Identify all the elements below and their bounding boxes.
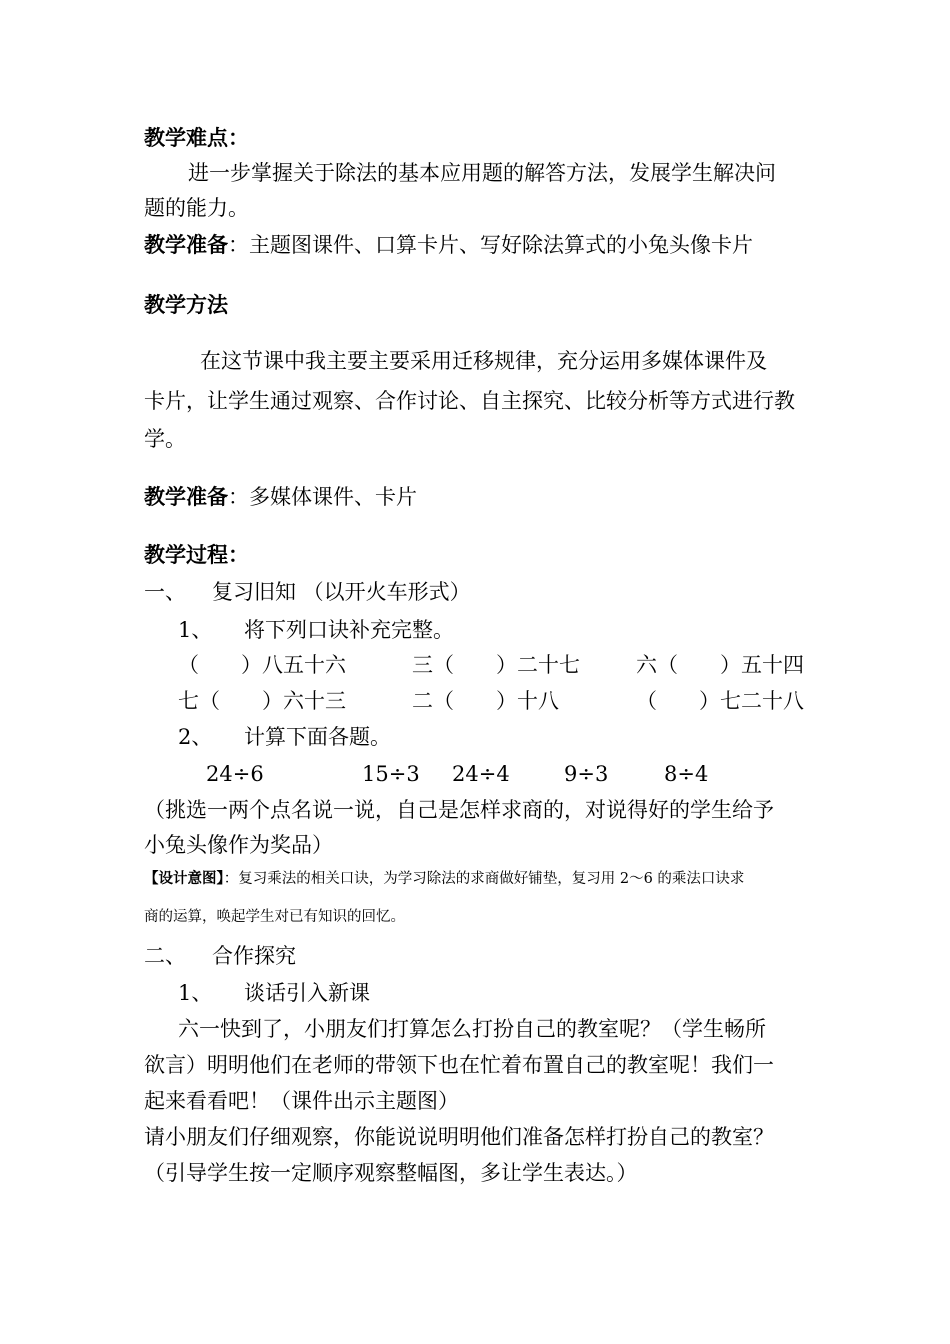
design-intent-text: ：复习乘法的相关口诀，为学习除法的求商做好铺垫，复习用 2～6 的乘法口诀求 [223, 871, 745, 887]
section-2-title: 合作探究 [212, 944, 296, 968]
section-2-item-1-number: 1、 [178, 981, 213, 1005]
section-1-item-1-number: 1、 [178, 618, 213, 642]
prep-2-text: 多媒体课件、卡片 [249, 485, 417, 509]
prep-1-label: 教学准备 [144, 233, 228, 257]
formula-2-1: 七（ ）六十三 [178, 689, 346, 713]
design-intent-line-1 [144, 868, 744, 890]
design-intent-label: 【设计意图】 [144, 871, 224, 887]
difficulty-text-line-1: 进一步掌握关于除法的基本应用题的解答方法，发展学生解决问 [188, 161, 776, 185]
prep-2-colon: ： [228, 485, 249, 509]
formula-1-2: 三（ ）二十七 [412, 653, 580, 677]
section-2-para-line-1: 六一快到了，小朋友们打算怎么打扮自己的教室呢？（学生畅所 [178, 1017, 766, 1041]
prep-1-colon: ： [228, 233, 249, 257]
section-2-para-line-4: 请小朋友们仔细观察，你能说说明明他们准备怎样打扮自己的教室？ [144, 1125, 774, 1149]
section-1-item-1-text: 将下列口诀补充完整。 [244, 618, 454, 642]
section-2-para-line-3: 起来看看吧！（课件出示主题图） [144, 1089, 459, 1113]
method-text-line-1: 在这节课中我主要主要采用迁移规律，充分运用多媒体课件及 [200, 349, 767, 373]
section-1-note-line-1: （挑选一两个点名说一说，自己是怎样求商的，对说得好的学生给予 [144, 798, 774, 822]
method-heading: 教学方法 [144, 293, 228, 317]
method-text-line-3: 学。 [144, 427, 186, 451]
section-1-number: 一、 [144, 580, 186, 604]
prep-2-line [144, 483, 417, 511]
method-text-line-2: 卡片，让学生通过观察、合作讨论、自主探究、比较分析等方式进行教 [144, 389, 795, 413]
formula-1-3: 六（ ）五十四 [636, 653, 804, 677]
calc-5: 8÷4 [664, 762, 709, 786]
formula-2-3: （ ）七二十八 [636, 689, 804, 713]
section-2-para-line-2: 欲言）明明他们在老师的带领下也在忙着布置自己的教室呢！我们一 [144, 1053, 774, 1077]
design-intent-line-2: 商的运算，唤起学生对已有知识的回忆。 [144, 909, 405, 925]
section-1-item-2-text: 计算下面各题。 [244, 725, 391, 749]
calc-2: 15÷3 [362, 762, 420, 786]
prep-1-text: 主题图课件、口算卡片、写好除法算式的小兔头像卡片 [249, 233, 753, 257]
calc-4: 9÷3 [564, 762, 609, 786]
prep-2-label: 教学准备 [144, 485, 228, 509]
calc-3: 24÷4 [452, 762, 510, 786]
prep-1-line [144, 231, 753, 259]
formula-1-1: （ ）八五十六 [178, 653, 346, 677]
difficulty-heading: 教学难点： [144, 126, 249, 150]
difficulty-text-line-2: 题的能力。 [144, 196, 249, 220]
section-1-note-line-2: 小兔头像作为奖品） [144, 833, 333, 857]
section-1-title: 复习旧知 （以开火车形式） [212, 580, 471, 604]
section-1-item-2-number: 2、 [178, 725, 213, 749]
section-2-item-1-text: 谈话引入新课 [244, 981, 370, 1005]
section-2-para-line-5: （引导学生按一定顺序观察整幅图，多让学生表达。） [144, 1161, 638, 1185]
process-heading: 教学过程： [144, 543, 249, 567]
formula-2-2: 二（ ）十八 [412, 689, 559, 713]
section-2-number: 二、 [144, 944, 186, 968]
calc-1: 24÷6 [206, 762, 264, 786]
